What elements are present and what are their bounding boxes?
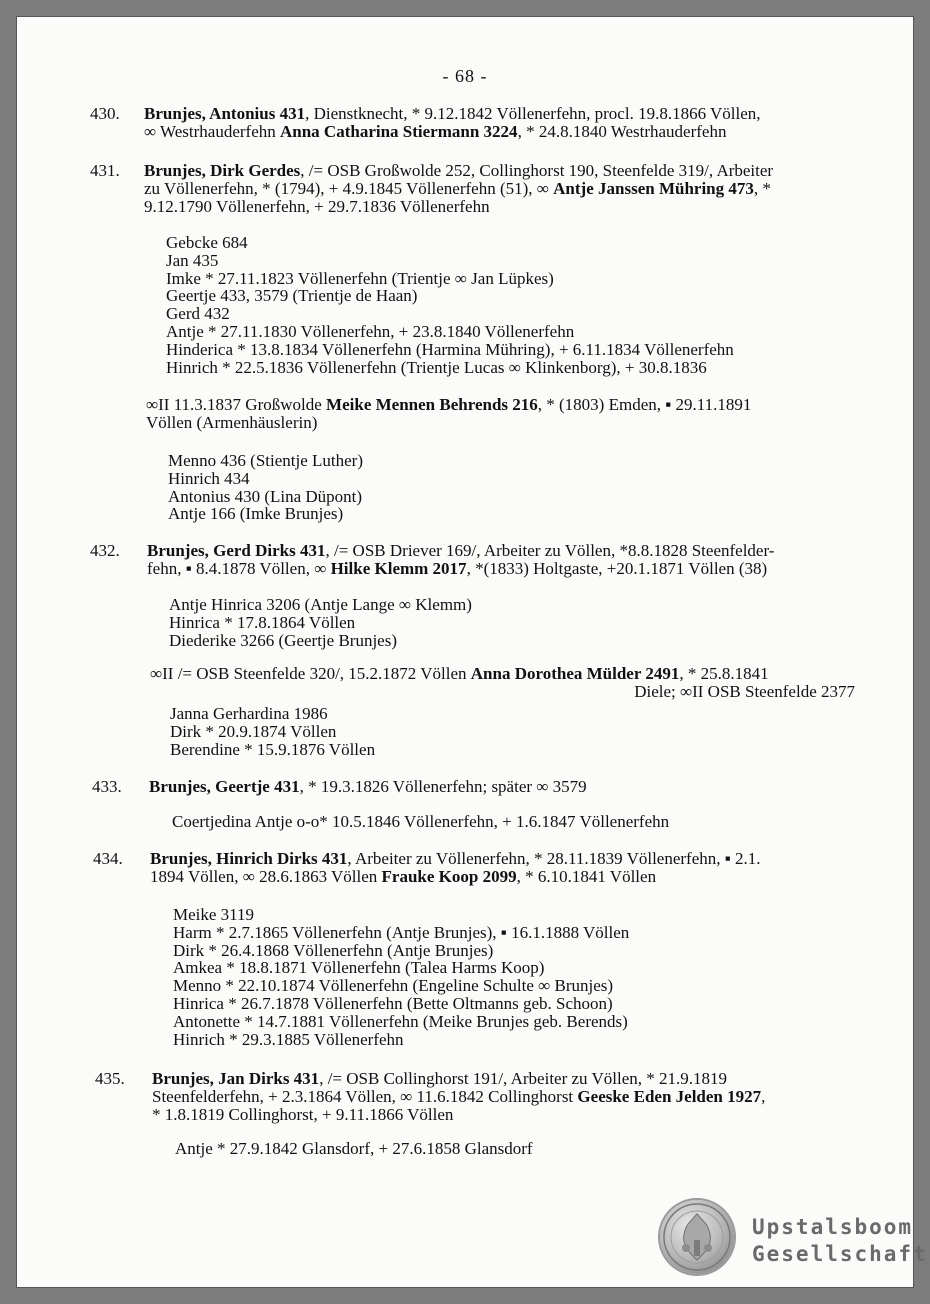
spouse-name: Anna Catharina Stiermann 3224	[280, 122, 518, 141]
entry-number: 432.	[90, 541, 120, 560]
child-entry: Harm * 2.7.1865 Völlenerfehn (Antje Brunjes), ▪ 16.1.1888 Völlen	[173, 922, 630, 942]
child-entry: Hinrica * 26.7.1878 Völlenerfehn (Bette Oltmanns geb. Schoon)	[173, 993, 613, 1013]
entry-text: ∞ Westrhauderfehn	[144, 122, 280, 141]
child-entry: Dirk * 20.9.1874 Völlen	[170, 721, 337, 741]
children-list	[168, 452, 363, 523]
child-entry: Hinderica * 13.8.1834 Völlenerfehn (Harmina Mühring), + 6.11.1834 Völlenerfehn	[166, 339, 734, 359]
child-entry: Menno * 22.10.1874 Völlenerfehn (Engeline Schulte ∞ Brunjes)	[173, 976, 614, 996]
child-entry: Berendine * 15.9.1876 Völlen	[170, 739, 376, 759]
entry-number: 430.	[90, 104, 120, 123]
child-entry: Antje * 27.11.1830 Völlenerfehn, + 23.8.1840 Völlenerfehn	[166, 321, 575, 341]
entry-text: * 1.8.1819 Collinghorst, + 9.11.1866 Völlen	[152, 1105, 454, 1124]
entry-text: , * 6.10.1841 Völlen	[516, 867, 657, 886]
second-marriage	[150, 665, 855, 701]
child-entry: Jan 435	[166, 250, 219, 270]
person-name: Brunjes, Dirk Gerdes	[144, 161, 301, 180]
spouse-name: Meike Mennen Behrends 216	[326, 395, 538, 414]
child-entry: Hinrica * 17.8.1864 Völlen	[169, 612, 356, 632]
child-entry: Geertje 433, 3579 (Trientje de Haan)	[166, 286, 418, 306]
child-entry: Hinrich 434	[168, 468, 250, 488]
child-entry: Antje Hinrica 3206 (Antje Lange ∞ Klemm)	[169, 595, 472, 614]
child-entry: Hinrich * 22.5.1836 Völlenerfehn (Trientje Lucas ∞ Klinkenborg), + 30.8.1836	[166, 357, 707, 377]
child-entry: Janna Gerhardina 1986	[170, 704, 328, 723]
spouse-name: Hilke Klemm 2017	[330, 559, 467, 578]
page-number: - 68 -	[442, 66, 488, 86]
spouse-name: Anna Dorothea Mülder 2491	[470, 664, 680, 683]
marriage-text: Völlen (Armenhäuslerin)	[146, 413, 318, 432]
entry-text: , Dienstknecht, * 9.12.1842 Völlenerfehn, procl. 19.8.1866 Völlen,	[305, 104, 761, 123]
child-entry: Hinrich * 29.3.1885 Völlenerfehn	[173, 1029, 404, 1049]
child-entry: Antonette * 14.7.1881 Völlenerfehn (Meike Brunjes geb. Berends)	[173, 1011, 628, 1031]
child-entry: Gerd 432	[166, 304, 230, 324]
entry-text: , /= OSB Collinghorst 191/, Arbeiter zu Völlen, * 21.9.1819	[319, 1069, 728, 1088]
society-name-line2: Gesellschaft	[752, 1242, 928, 1266]
spouse-name: Frauke Koop 2099	[381, 867, 517, 886]
entry-text: ,	[761, 1087, 766, 1106]
child-entry: Meike 3119	[173, 905, 255, 924]
entry-number: 435.	[95, 1069, 125, 1088]
marriage-text: ∞II /= OSB Steenfelde 320/, 15.2.1872 Völlen	[150, 664, 471, 683]
entry-text: , * 19.3.1826 Völlenerfehn; später ∞ 3579	[299, 777, 587, 796]
entry-number: 434.	[93, 849, 123, 868]
marriage-text: Diele; ∞II OSB Steenfelde 2377	[634, 682, 855, 701]
child-entry: Menno 436 (Stientje Luther)	[168, 451, 363, 470]
children-list	[166, 234, 734, 376]
second-marriage	[146, 396, 866, 432]
children-list	[173, 906, 629, 1048]
entry-text: zu Völlenerfehn, * (1794), + 4.9.1845 Völlenerfehn (51), ∞	[144, 179, 554, 198]
entry-text: , * 24.8.1840 Westrhauderfehn	[517, 122, 727, 141]
society-seal-logo	[660, 1200, 734, 1274]
spouse-name: Geeske Eden Jelden 1927	[577, 1087, 762, 1106]
entry-number: 433.	[92, 777, 122, 796]
entry-text: , Arbeiter zu Völlenerfehn, * 28.11.1839 Völlenerfehn, ▪ 2.1.	[347, 849, 761, 868]
entry-text: 1894 Völlen, ∞ 28.6.1863 Völlen	[150, 867, 382, 886]
child-entry: Antonius 430 (Lina Düpont)	[168, 486, 363, 506]
entry-text: , *(1833) Holtgaste, +20.1.1871 Völlen (38)	[466, 559, 768, 578]
children-list	[172, 813, 669, 831]
person-name: Brunjes, Gerd Dirks 431	[147, 541, 326, 560]
children-list	[169, 596, 472, 649]
children-list	[170, 705, 375, 758]
marriage-text: ∞II 11.3.1837 Großwolde	[146, 395, 327, 414]
child-entry: Coertjedina Antje o-o* 10.5.1846 Völlenerfehn, + 1.6.1847 Völlenerfehn	[172, 812, 670, 831]
person-name: Brunjes, Jan Dirks 431	[152, 1069, 320, 1088]
child-entry: Amkea * 18.8.1871 Völlenerfehn (Talea Harms Koop)	[173, 958, 545, 978]
marriage-text: , * 25.8.1841	[679, 664, 769, 683]
entry-text: 9.12.1790 Völlenerfehn, + 29.7.1836 Völlenerfehn	[144, 197, 490, 216]
children-list	[175, 1140, 533, 1158]
entry-number: 431.	[90, 161, 120, 180]
entry-text: , /= OSB Driever 169/, Arbeiter zu Völlen, *8.8.1828 Steenfelder-	[325, 541, 775, 560]
child-entry: Imke * 27.11.1823 Völlenerfehn (Trientje ∞ Jan Lüpkes)	[166, 268, 554, 288]
society-name-line1: Upstalsboom	[752, 1215, 914, 1239]
child-entry: Antje 166 (Imke Brunjes)	[168, 504, 344, 524]
society-name	[752, 1214, 928, 1268]
child-entry: Gebcke 684	[166, 233, 248, 252]
child-entry: Diederike 3266 (Geertje Brunjes)	[169, 630, 397, 650]
entry-text: , *	[753, 179, 771, 198]
person-name: Brunjes, Antonius 431	[144, 104, 306, 123]
entry-text: , /= OSB Großwolde 252, Collinghorst 190, Steenfelde 319/, Arbeiter	[300, 161, 774, 180]
child-entry: Antje * 27.9.1842 Glansdorf, + 27.6.1858 Glansdorf	[175, 1139, 533, 1158]
child-entry: Dirk * 26.4.1868 Völlenerfehn (Antje Brunjes)	[173, 940, 494, 960]
marriage-text: , * (1803) Emden, ▪ 29.11.1891	[537, 395, 752, 414]
entry-text: fehn, ▪ 8.4.1878 Völlen, ∞	[147, 559, 331, 578]
person-name: Brunjes, Geertje 431	[149, 777, 300, 796]
person-name: Brunjes, Hinrich Dirks 431	[150, 849, 348, 868]
spouse-name: Antje Janssen Mühring 473	[553, 179, 754, 198]
entry-text: Steenfelderfehn, + 2.3.1864 Völlen, ∞ 11.6.1842 Collinghorst	[152, 1087, 578, 1106]
